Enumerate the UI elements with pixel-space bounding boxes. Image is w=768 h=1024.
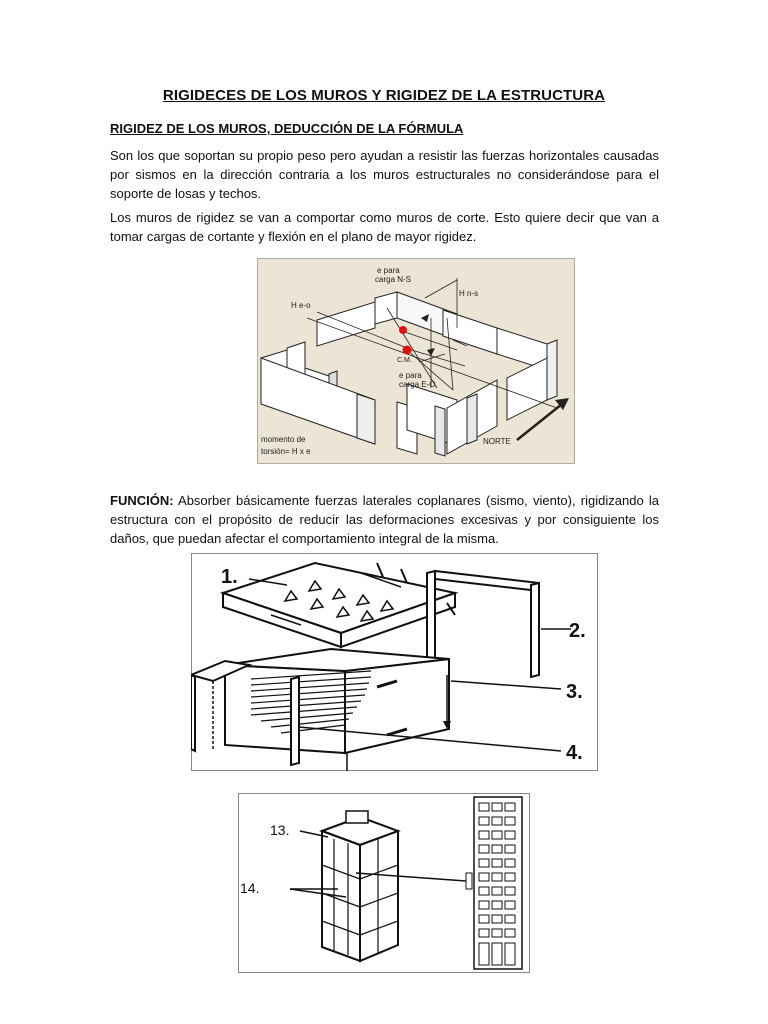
tower-shear-wall-diagram-svg xyxy=(238,793,530,973)
paragraph-funcion xyxy=(110,491,659,548)
label-center-of-mass: C.M. xyxy=(397,357,412,364)
center-of-rigidity-marker xyxy=(399,326,407,334)
label-h-ns: H n-s xyxy=(459,289,479,298)
center-of-mass-marker xyxy=(403,346,412,355)
document-title: RIGIDECES DE LOS MUROS Y RIGIDEZ DE LA ESTRUCTURA xyxy=(162,87,606,104)
funcion-text: Absorber básicamente fuerzas laterales coplanares (sismo, viento), rigidizando la estructura con el propósito de reducir las deformaciones excesivas y por consiguiente los daños, que puedan afectar el comportamiento integral de la misma. xyxy=(110,493,659,546)
callout-3: 3. xyxy=(566,681,583,703)
tower-shear-wall-diagram xyxy=(238,793,530,973)
callout-1: 1. xyxy=(221,566,238,588)
torsion-diagram-svg xyxy=(257,258,575,464)
callout-2: 2. xyxy=(569,620,586,642)
label-e-ns-line1: e para xyxy=(377,266,400,275)
lateral-load-diagram xyxy=(191,553,598,771)
label-torsion-line1: momento de xyxy=(261,435,306,444)
label-e-eo-line1: e para xyxy=(399,371,422,380)
callout-14: 14. xyxy=(240,880,260,896)
funcion-label: FUNCIÓN: xyxy=(110,493,174,508)
torsion-diagram xyxy=(257,258,575,464)
label-torsion-line2: torsión= H x e xyxy=(261,447,311,456)
label-norte: NORTE xyxy=(483,437,511,446)
paragraph-behavior: Los muros de rigidez se van a comportar como muros de corte. Esto quiere decir que van a tomar cargas de cortante y flexión en el plano de mayor rigidez. xyxy=(110,210,659,244)
paragraph-definition: Son los que soportan su propio peso pero ayudan a resistir las fuerzas horizontales causadas por sismos en la dirección contraria a los muros estructurales no considerándose para el soporte de losas y techos. xyxy=(110,148,659,201)
callout-4: 4. xyxy=(566,742,583,764)
label-e-ns-line2: carga N-S xyxy=(375,275,412,284)
section-subtitle: RIGIDEZ DE LOS MUROS, DEDUCCIÓN DE LA FÓRMULA xyxy=(110,121,464,136)
label-h-eo: H e-o xyxy=(291,301,311,310)
label-e-eo-line2: carga E-O xyxy=(399,380,436,389)
lateral-load-diagram-svg xyxy=(191,553,598,771)
callout-13: 13. xyxy=(270,822,290,838)
